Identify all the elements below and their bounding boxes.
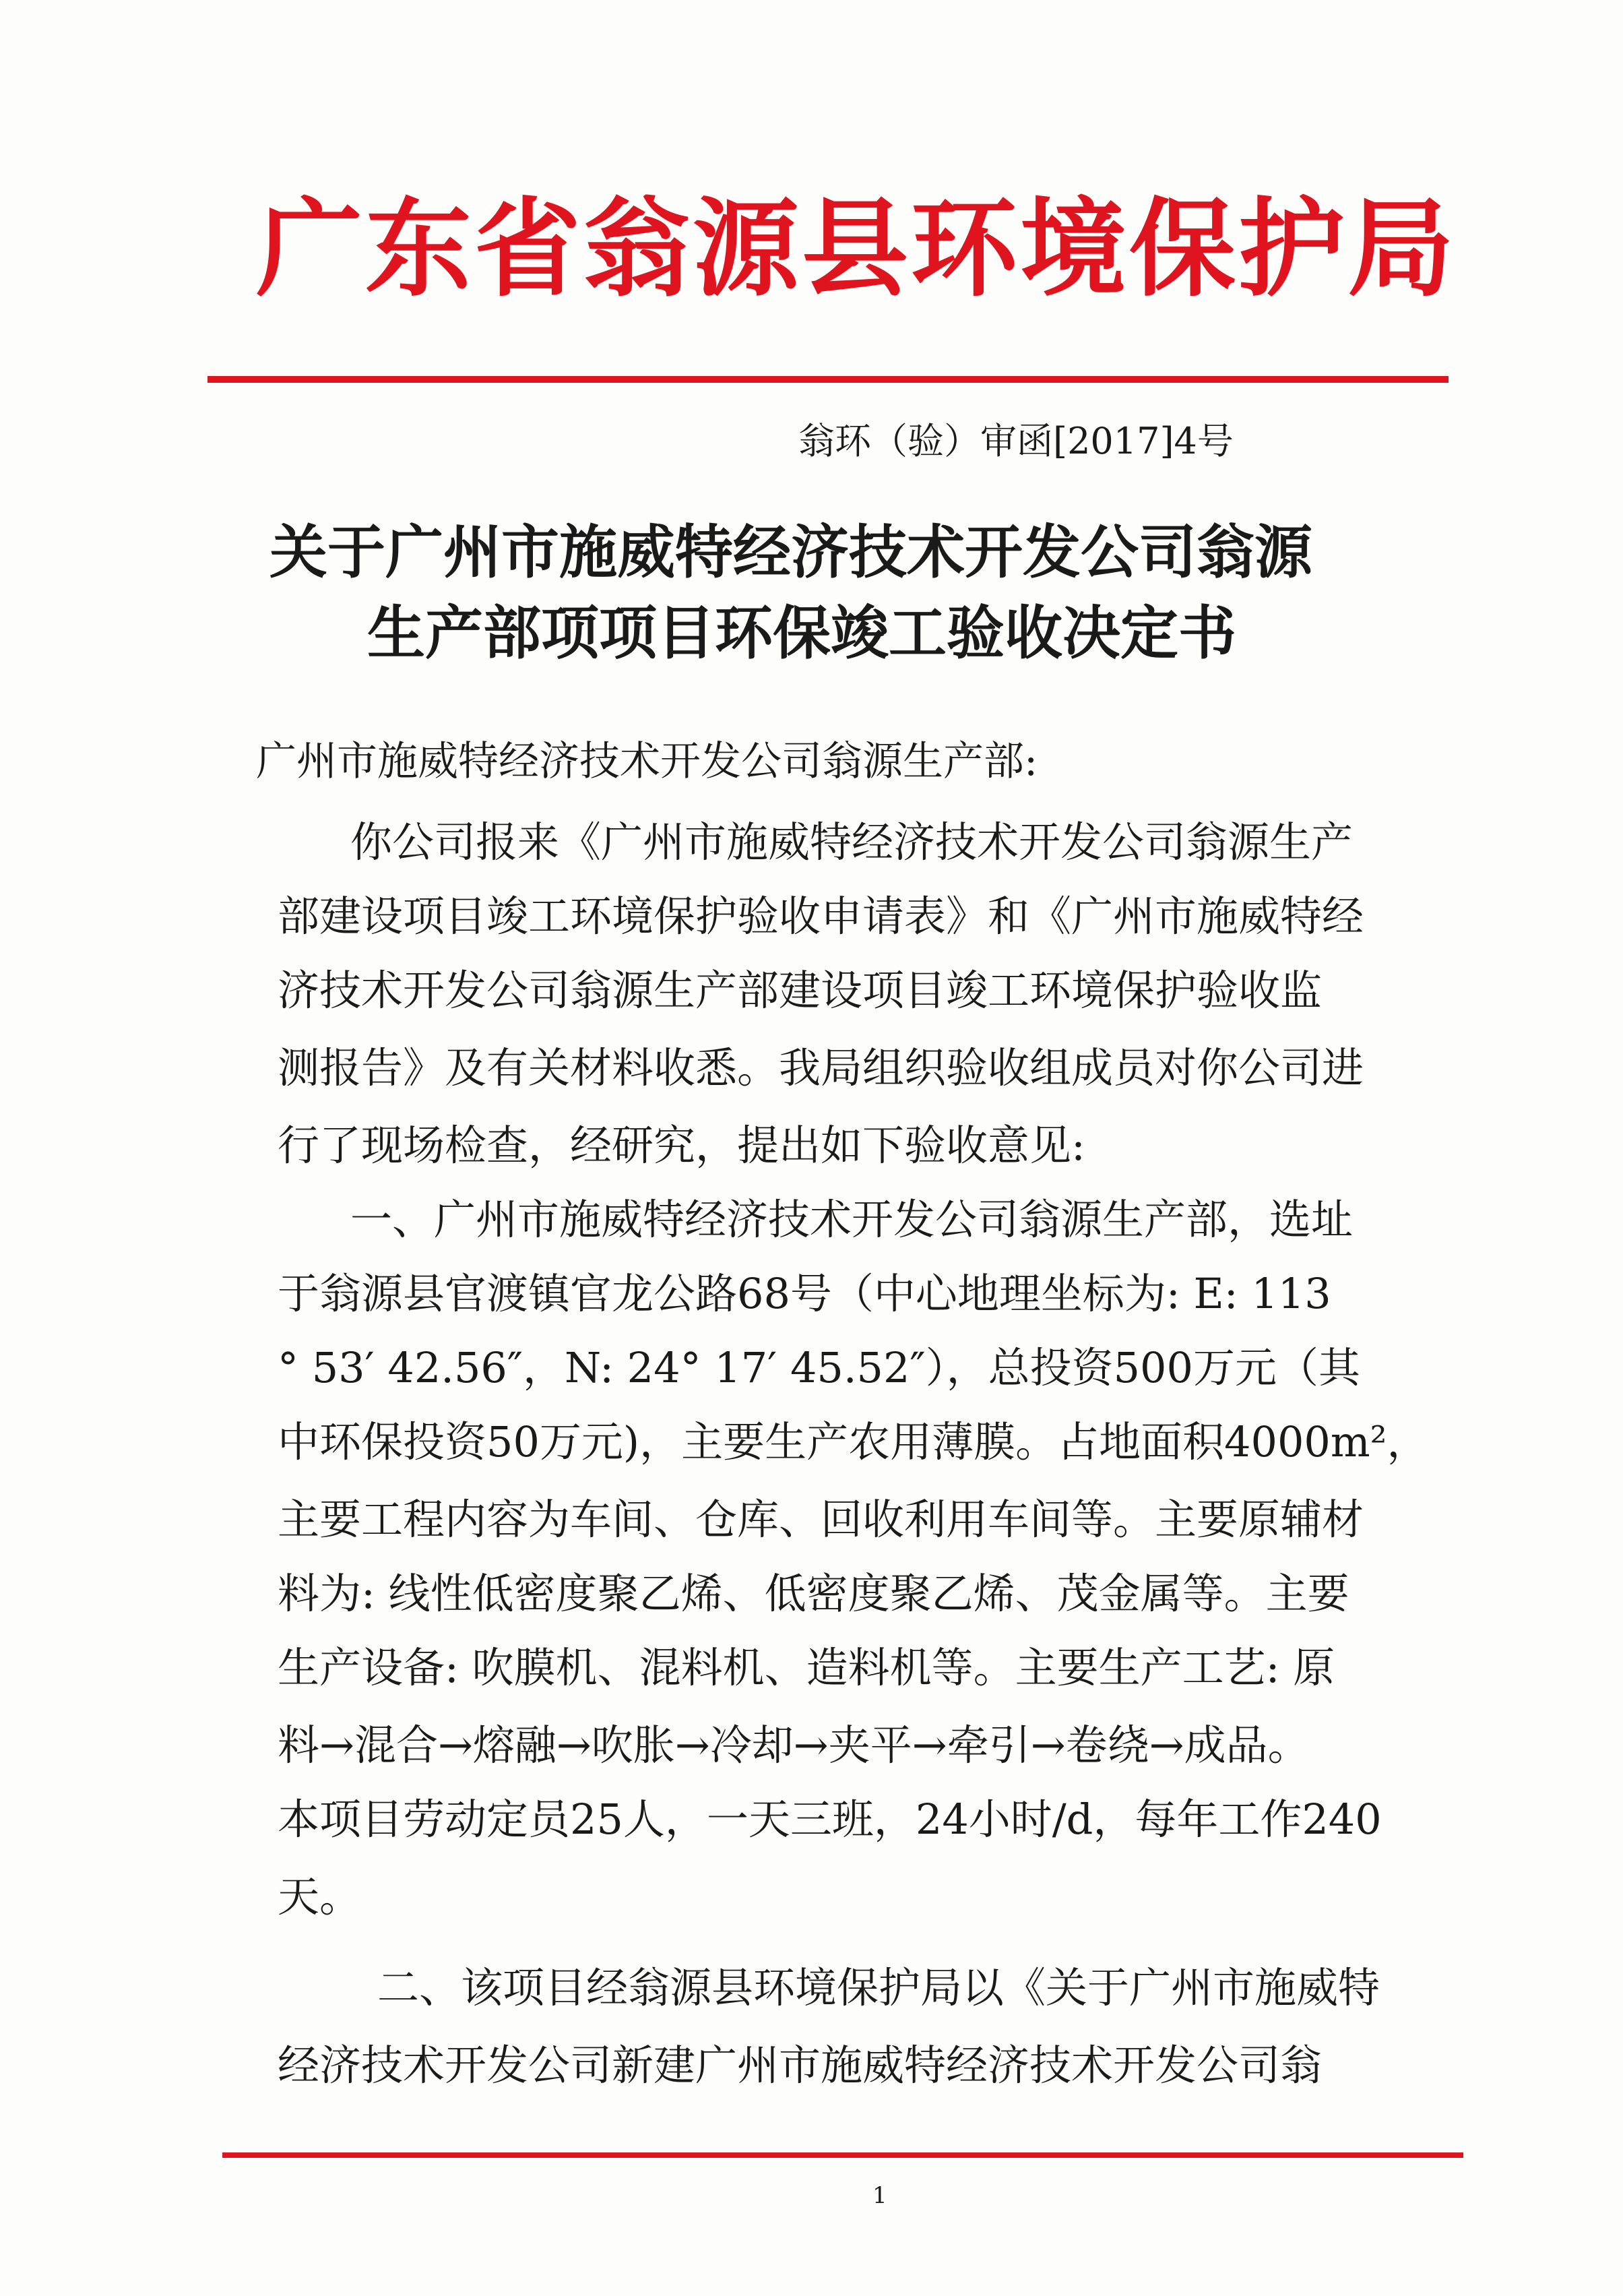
- body-line: 料→混合→熔融→吹胀→冷却→夹平→牵引→卷绕→成品。: [278, 1720, 1310, 1770]
- footer-red-rule: [222, 2152, 1463, 2158]
- body-line: 中环保投资50万元)，主要生产农用薄膜。占地面积4000m²，: [278, 1417, 1429, 1466]
- body-line: 天。: [278, 1872, 362, 1921]
- body-line: 二、该项目经翁源县环境保护局以《关于广州市施威特: [377, 1963, 1380, 2012]
- body-line: 济技术开发公司翁源生产部建设项目竣工环境保护验收监: [278, 966, 1323, 1015]
- addressee: 广州市施威特经济技术开发公司翁源生产部:: [256, 738, 1038, 785]
- body-line: 主要工程内容为车间、仓库、回收利用车间等。主要原辅材: [278, 1495, 1364, 1544]
- document-title-line-2: 生产部项项目环保竣工验收决定书: [367, 599, 1236, 667]
- body-line: ° 53′ 42.56″，N: 24° 17′ 45.52″），总投资500万元（其: [278, 1343, 1360, 1392]
- document-title-line-1: 关于广州市施威特经济技术开发公司翁源: [269, 518, 1312, 586]
- agency-header: 广东省翁源县环境保护局: [256, 187, 1457, 311]
- body-line: 一、广州市施威特经济技术开发公司翁源生产部，选址: [350, 1195, 1354, 1244]
- body-line: 经济技术开发公司新建广州市施威特经济技术开发公司翁: [278, 2041, 1323, 2090]
- body-line: 你公司报来《广州市施威特经济技术开发公司翁源生产: [350, 817, 1354, 867]
- header-red-rule: [208, 376, 1449, 383]
- body-line: 测报告》及有关材料收悉。我局组织验收组成员对你公司进: [278, 1043, 1364, 1092]
- body-line: 于翁源县官渡镇官龙公路68号（中心地理坐标为: E: 113: [278, 1269, 1331, 1318]
- body-line: 行了现场检查，经研究，提出如下验收意见:: [278, 1121, 1085, 1170]
- page-number: 1: [872, 2182, 887, 2209]
- body-line: 本项目劳动定员25人，一天三班，24小时/d，每年工作240: [278, 1795, 1382, 1844]
- document-number: 翁环（验）审函[2017]4号: [798, 420, 1234, 462]
- body-line: 料为: 线性低密度聚乙烯、低密度聚乙烯、茂金属等。主要: [278, 1569, 1349, 1618]
- body-line: 生产设备: 吹膜机、混料机、造料机等。主要生产工艺: 原: [278, 1643, 1335, 1692]
- body-line: 部建设项目竣工环境保护验收申请表》和《广州市施威特经: [278, 892, 1364, 941]
